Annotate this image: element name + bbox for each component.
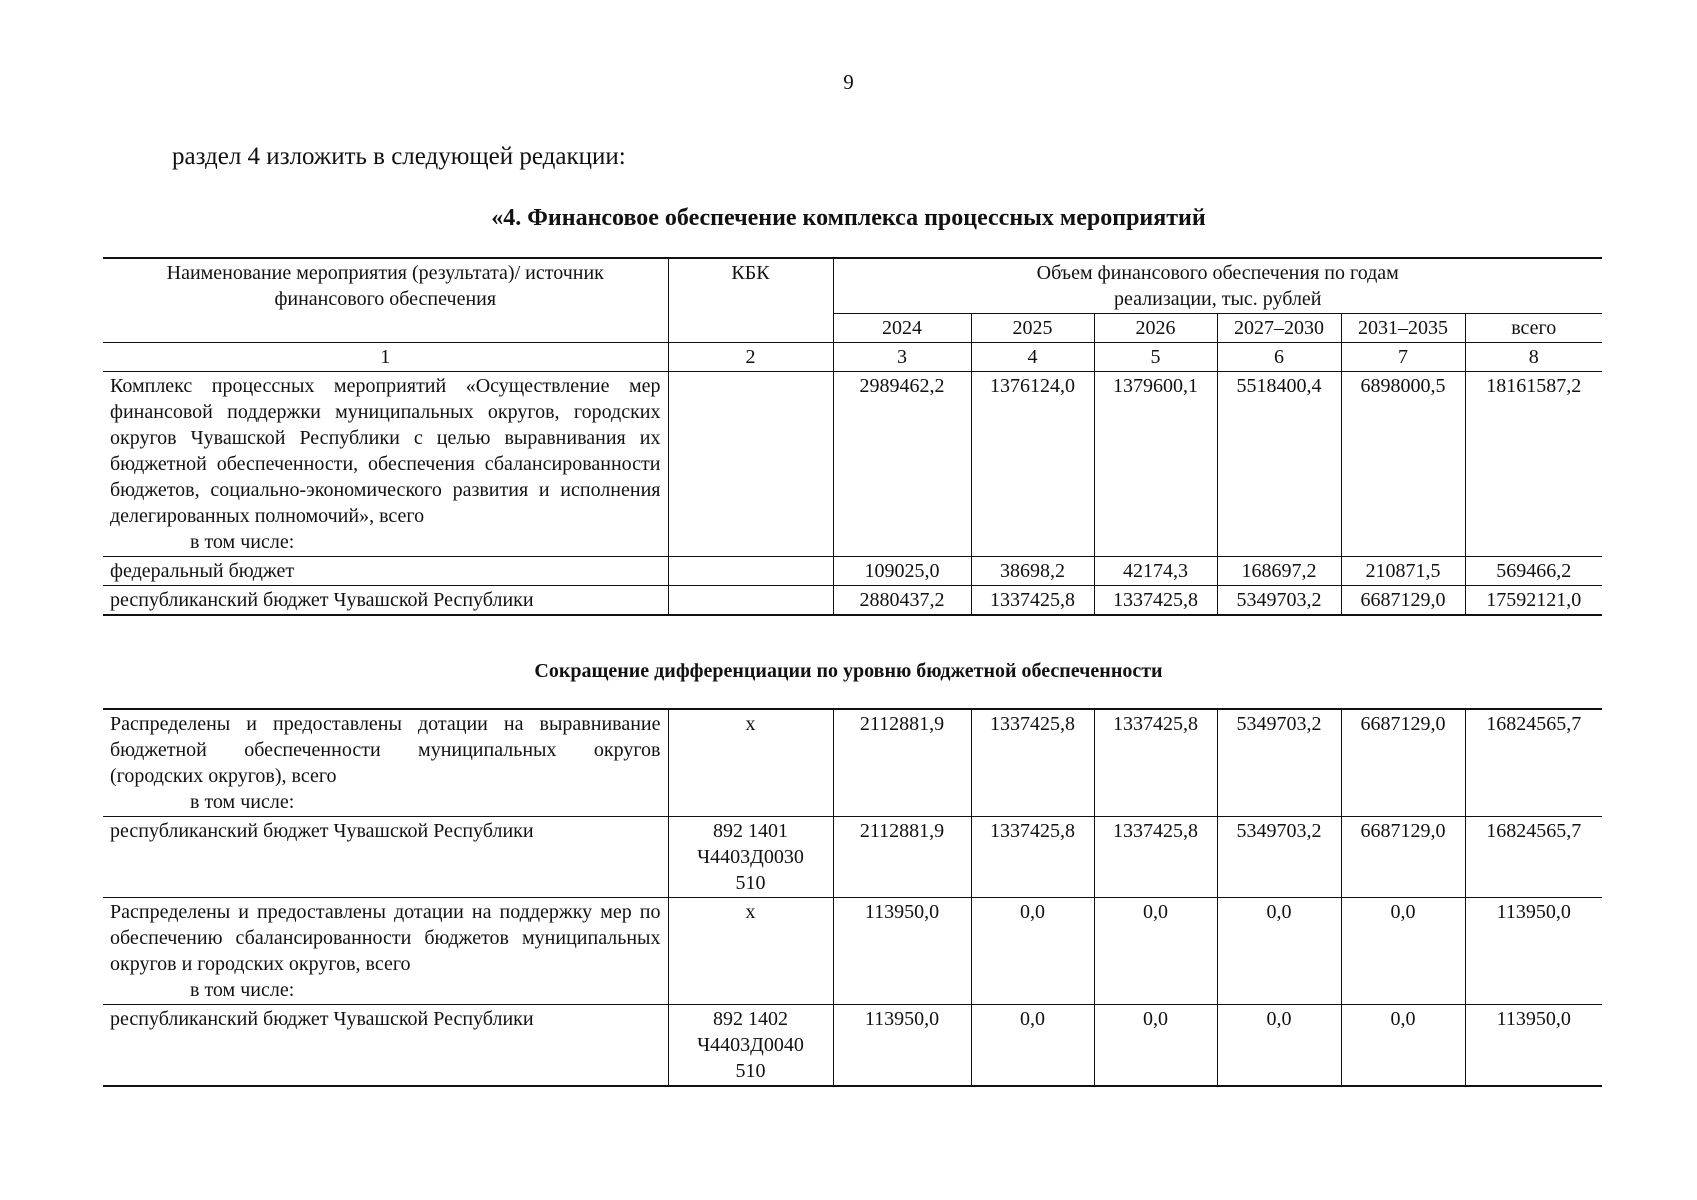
kbk-cell: х bbox=[668, 898, 833, 1005]
kbk-line: 892 1401 bbox=[713, 820, 788, 842]
table-row bbox=[103, 898, 1602, 1005]
header-year: 2025 bbox=[971, 314, 1094, 343]
value-cell: 1337425,8 bbox=[971, 817, 1094, 898]
row-name-cell: республиканский бюджет Чувашской Республики bbox=[103, 586, 668, 616]
section-subtitle: Сокращение дифференциации по уровню бюджетной обеспеченности bbox=[534, 660, 1163, 682]
value-cell: 2880437,2 bbox=[833, 586, 971, 616]
column-number: 3 bbox=[833, 343, 971, 372]
kbk-line: Ч4403Д0030 bbox=[697, 846, 804, 868]
value-cell: 5518400,4 bbox=[1217, 372, 1341, 557]
table-row bbox=[103, 557, 1602, 586]
value-cell: 1379600,1 bbox=[1094, 372, 1217, 557]
measure-name: Распределены и предоставлены дотации на выравнивание бюджетной обеспеченности муниципальных округов (городских округов), всего bbox=[110, 713, 661, 787]
value-cell: 210871,5 bbox=[1341, 557, 1465, 586]
column-number: 7 bbox=[1341, 343, 1465, 372]
including-label: в том числе: bbox=[190, 791, 295, 813]
value-cell: 1376124,0 bbox=[971, 372, 1094, 557]
value-cell: 0,0 bbox=[1217, 898, 1341, 1005]
table-row bbox=[103, 709, 1602, 817]
column-number: 2 bbox=[668, 343, 833, 372]
value-cell: 6687129,0 bbox=[1341, 817, 1465, 898]
kbk-cell bbox=[668, 372, 833, 557]
value-cell: 5349703,2 bbox=[1217, 817, 1341, 898]
value-cell: 109025,0 bbox=[833, 557, 971, 586]
header-year: всего bbox=[1465, 314, 1602, 343]
table-row bbox=[103, 372, 1602, 557]
value-cell: 1337425,8 bbox=[971, 709, 1094, 817]
value-cell: 1337425,8 bbox=[1094, 709, 1217, 817]
value-cell: 2112881,9 bbox=[833, 817, 971, 898]
page-number: 9 bbox=[843, 70, 854, 94]
row-name-cell bbox=[103, 372, 668, 557]
kbk-line: 892 1402 bbox=[713, 1008, 788, 1030]
value-cell: 0,0 bbox=[971, 1005, 1094, 1087]
complex-name: Комплекс процессных мероприятий «Осуществление мер финансовой поддержки муниципальных округов, городских округов Чувашской Республики с целью выравнивания их бюджетной обеспеченности, обеспечения сбалансированности бюджетов, социально-экономического развития и исполнения делегированных полномочий», всего bbox=[110, 375, 661, 527]
header-year: 2031–2035 bbox=[1341, 314, 1465, 343]
kbk-cell bbox=[668, 817, 833, 898]
column-number-row bbox=[103, 343, 1602, 372]
table-row bbox=[103, 1005, 1602, 1087]
header-name-col: Наименование мероприятия (результата)/ источник финансового обеспечения bbox=[103, 258, 668, 343]
value-cell: 168697,2 bbox=[1217, 557, 1341, 586]
value-cell: 17592121,0 bbox=[1465, 586, 1602, 616]
header-row bbox=[103, 258, 1602, 314]
value-cell: 6898000,5 bbox=[1341, 372, 1465, 557]
column-number: 8 bbox=[1465, 343, 1602, 372]
including-label: в том числе: bbox=[190, 979, 295, 1001]
value-cell: 6687129,0 bbox=[1341, 709, 1465, 817]
header-year: 2024 bbox=[833, 314, 971, 343]
kbk-line: 510 bbox=[735, 1060, 766, 1082]
kbk-cell bbox=[668, 1005, 833, 1087]
value-cell: 18161587,2 bbox=[1465, 372, 1602, 557]
header-volume-group: Объем финансового обеспечения по годам реализации, тыс. рублей bbox=[833, 258, 1602, 314]
value-cell: 0,0 bbox=[1217, 1005, 1341, 1087]
value-cell: 16824565,7 bbox=[1465, 709, 1602, 817]
value-cell: 5349703,2 bbox=[1217, 586, 1341, 616]
value-cell: 0,0 bbox=[971, 898, 1094, 1005]
value-cell: 113950,0 bbox=[833, 1005, 971, 1087]
value-cell: 1337425,8 bbox=[971, 586, 1094, 616]
row-name-cell: федеральный бюджет bbox=[103, 557, 668, 586]
column-number: 6 bbox=[1217, 343, 1341, 372]
column-number: 4 bbox=[971, 343, 1094, 372]
value-cell: 113950,0 bbox=[1465, 1005, 1602, 1087]
value-cell: 2112881,9 bbox=[833, 709, 971, 817]
value-cell: 42174,3 bbox=[1094, 557, 1217, 586]
value-cell: 16824565,7 bbox=[1465, 817, 1602, 898]
financing-table bbox=[103, 257, 1602, 616]
header-year: 2026 bbox=[1094, 314, 1217, 343]
kbk-line: Ч4403Д0040 bbox=[697, 1034, 804, 1056]
value-cell: 6687129,0 bbox=[1341, 586, 1465, 616]
measure-name: Распределены и предоставлены дотации на поддержку мер по обеспечению сбалансированности бюджетов муниципальных округов и городских округов, всего bbox=[110, 901, 661, 975]
section-title: «4. Финансовое обеспечение комплекса процессных мероприятий bbox=[491, 205, 1206, 231]
kbk-cell: х bbox=[668, 709, 833, 817]
row-name-cell: республиканский бюджет Чувашской Республики bbox=[103, 1005, 668, 1087]
value-cell: 5349703,2 bbox=[1217, 709, 1341, 817]
table-row bbox=[103, 586, 1602, 616]
kbk-cell bbox=[668, 557, 833, 586]
table-row bbox=[103, 817, 1602, 898]
value-cell: 1337425,8 bbox=[1094, 817, 1217, 898]
value-cell: 38698,2 bbox=[971, 557, 1094, 586]
value-cell: 0,0 bbox=[1341, 1005, 1465, 1087]
header-year: 2027–2030 bbox=[1217, 314, 1341, 343]
subsection-table bbox=[103, 708, 1602, 1087]
value-cell: 113950,0 bbox=[1465, 898, 1602, 1005]
intro-text: раздел 4 изложить в следующей редакции: bbox=[172, 143, 626, 170]
row-name-cell bbox=[103, 709, 668, 817]
value-cell: 569466,2 bbox=[1465, 557, 1602, 586]
row-name-cell bbox=[103, 898, 668, 1005]
kbk-line: 510 bbox=[735, 872, 766, 894]
value-cell: 0,0 bbox=[1094, 1005, 1217, 1087]
value-cell: 0,0 bbox=[1094, 898, 1217, 1005]
row-name-cell: республиканский бюджет Чувашской Республики bbox=[103, 817, 668, 898]
value-cell: 0,0 bbox=[1341, 898, 1465, 1005]
value-cell: 113950,0 bbox=[833, 898, 971, 1005]
kbk-cell bbox=[668, 586, 833, 616]
header-kbk-col: КБК bbox=[668, 258, 833, 343]
column-number: 1 bbox=[103, 343, 668, 372]
including-label: в том числе: bbox=[190, 531, 295, 553]
value-cell: 2989462,2 bbox=[833, 372, 971, 557]
column-number: 5 bbox=[1094, 343, 1217, 372]
value-cell: 1337425,8 bbox=[1094, 586, 1217, 616]
